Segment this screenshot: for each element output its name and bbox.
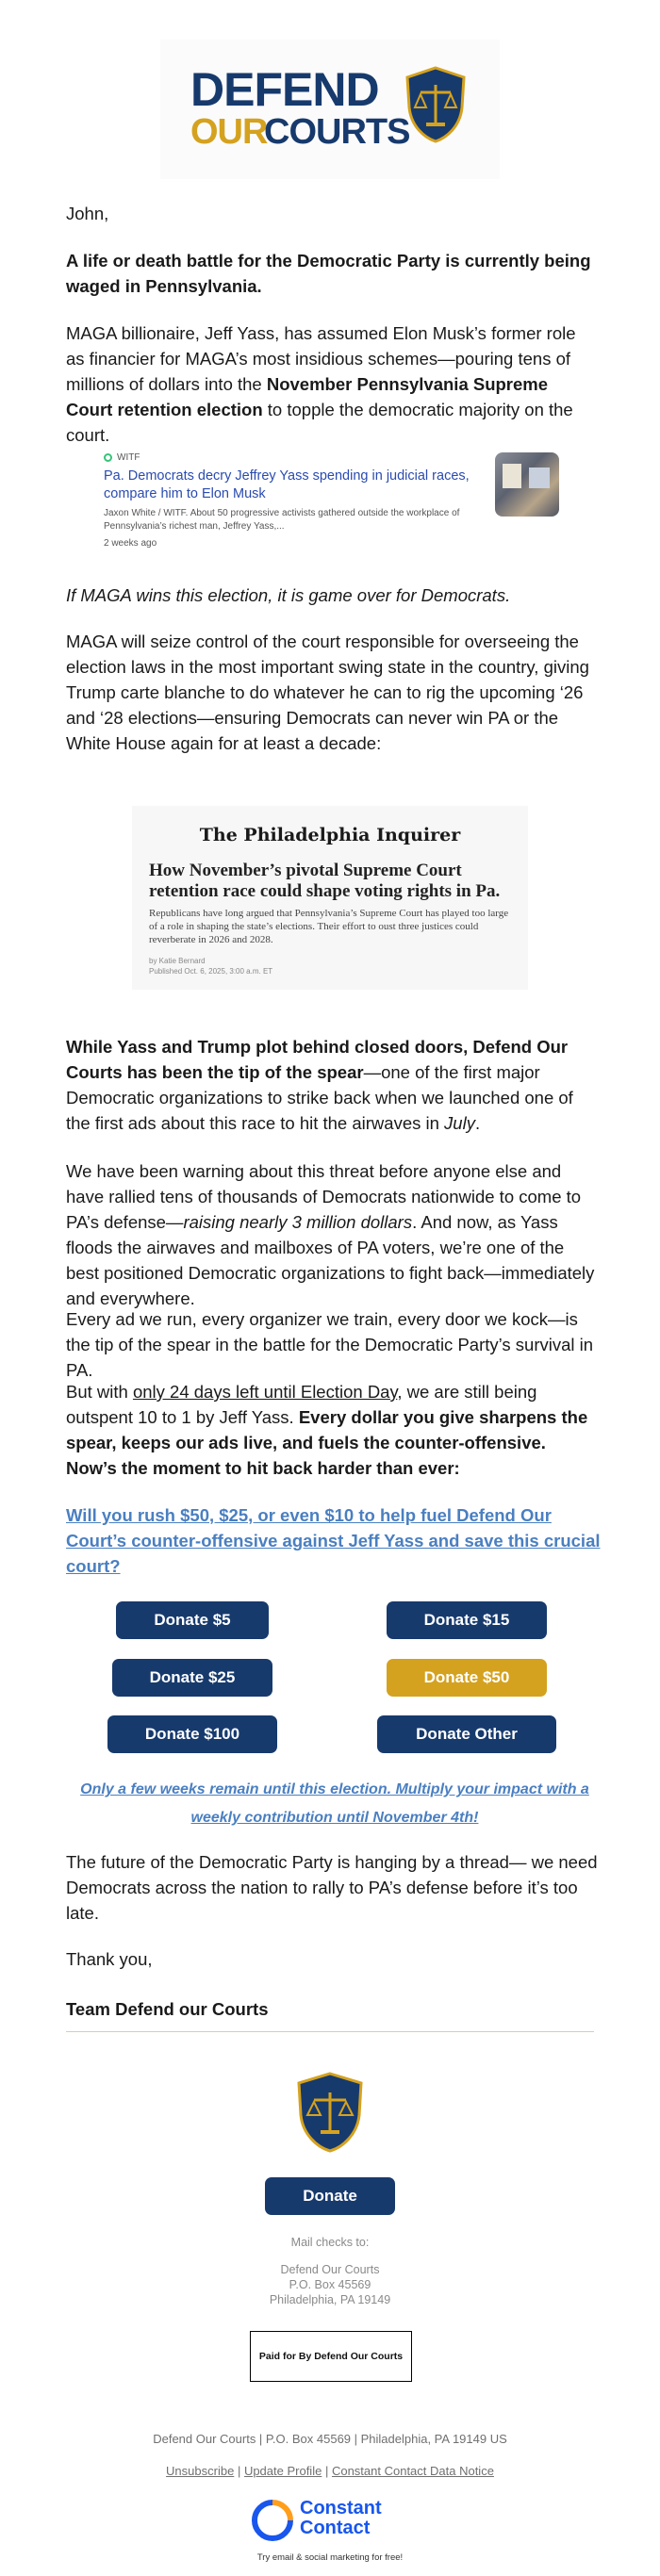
- weekly-contribution-link[interactable]: Only a few weeks remain until this election. Multiply your impact with a weekly contribution until November 4th!: [80, 1781, 589, 1826]
- inquirer-masthead: The Philadelphia Inquirer: [199, 825, 461, 845]
- paragraph-6-text: But with: [66, 1382, 133, 1402]
- paragraph-1-text: MAGA billionaire, Jeff Yass, has assumed Elon Musk’s former role as financier for MAGA’s most insidious schemes—pouring tens of millions of dollars into the: [66, 323, 576, 394]
- paragraph-4: [66, 1158, 599, 1311]
- mail-po-box: P.O. Box 45569: [289, 2278, 371, 2291]
- donate-25-button[interactable]: Donate $25: [112, 1659, 272, 1697]
- footer-address: Defend Our Courts | P.O. Box 45569 | Philadelphia, PA 19149 US: [153, 2432, 507, 2446]
- news-snippet: Jaxon White / WITF. About 50 progressive activists gathered outside the workplace of Pennsylvania’s richest man, Jeffrey Yass,...: [104, 508, 460, 532]
- shield-scales-icon: [404, 66, 468, 143]
- inquirer-published: Published Oct. 6, 2025, 3:00 a.m. ET: [149, 967, 273, 976]
- update-profile-link[interactable]: Update Profile: [243, 2464, 322, 2478]
- paragraph-6-underline: only 24 days left until Election Day: [132, 1382, 398, 1402]
- cc-brand-line1: Constant: [300, 2498, 382, 2519]
- logo-line1: DEFEND: [190, 63, 379, 116]
- logo-line2-courts: COURTS: [264, 112, 410, 152]
- inquirer-dek: Republicans have long argued that Pennsylvania’s Supreme Court has played too large of a role in shaping the state’s elections. Their effort to oust three justices could reverberate in 2026 and 2028.: [149, 908, 509, 945]
- donate-15-button[interactable]: Donate $15: [387, 1601, 547, 1639]
- donate-5-button[interactable]: Donate $5: [116, 1601, 269, 1639]
- paragraph-6-bold: Every dollar you give sharpens the spear, keeps our ads live, and fuels the counter-offensive. Now’s the moment to hit back harder than ever:: [66, 1407, 588, 1478]
- thumbnail-sign: [503, 464, 521, 488]
- constant-contact-badge[interactable]: [251, 2497, 411, 2551]
- paragraph-1: [66, 320, 599, 448]
- logo-line2-our: OUR: [190, 112, 268, 152]
- news-title[interactable]: Pa. Democrats decry Jeffrey Yass spending in judicial races, compare him to Elon Musk: [104, 468, 470, 501]
- cc-brand-line2: Contact: [300, 2518, 371, 2538]
- news-thumbnail: [495, 452, 559, 517]
- donate-50-button[interactable]: Donate $50: [387, 1659, 547, 1697]
- paragraph-3-text: —one of the first major Democratic organizations to strike back when we launched one of the first ads about this race to hit the airwaves in: [66, 1062, 573, 1133]
- paragraph-6-mid: , we are still being outspent 10 to 1 by Jeff Yass.: [66, 1382, 537, 1427]
- paragraph-2: MAGA will seize control of the court responsible for overseeing the election laws in the most important swing state in the country, giving Trump carte blanche to do whatever he can to rig the upcoming ‘26 and ‘28 elections—ensuring Democrats can never win PA or the White House again for at least a decade:: [66, 632, 589, 753]
- greeting: John,: [66, 204, 109, 223]
- cta-link[interactable]: Will you rush $50, $25, or even $10 to help fuel Defend Our Court’s counter-offensive against Jeff Yass and save this crucial court?: [66, 1505, 601, 1576]
- mail-city: Philadelphia, PA 19149: [269, 2293, 391, 2306]
- inquirer-headline: How November’s pivotal Supreme Court retention race could shape voting rights in Pa.: [149, 861, 501, 901]
- separator: |: [237, 2464, 244, 2478]
- paragraph-3-end: .: [474, 1113, 481, 1133]
- data-notice-link[interactable]: Constant Contact Data Notice: [331, 2464, 494, 2478]
- paragraph-4-text: We have been warning about this threat before anyone else and have rallied tens of thousands of Democrats nationwide to come to PA’s defense—: [66, 1161, 582, 1232]
- paragraph-5: Every ad we run, every organizer we train, every door we kock—is the tip of the spear in the battle for the Democratic Party’s survival in PA.: [66, 1309, 594, 1380]
- headline: A life or death battle for the Democratic Party is currently being waged in Pennsylvania.: [66, 251, 591, 296]
- thumbnail-sign-2: [529, 468, 550, 488]
- news-age: 2 weeks ago: [104, 538, 157, 549]
- italic-line: If MAGA wins this election, it is game over for Democrats.: [66, 585, 511, 605]
- footer-donate-button[interactable]: Donate: [265, 2177, 395, 2215]
- constant-contact-logo-icon: [251, 2499, 294, 2542]
- footer-links: [0, 2464, 660, 2478]
- news-card[interactable]: [94, 443, 566, 566]
- inquirer-byline: by Katie Bernard: [149, 957, 206, 965]
- paragraph-3-bold: While Yass and Trump plot behind closed doors, Defend Our Courts has been the tip of the spear: [66, 1037, 569, 1082]
- thanks: Thank you,: [66, 1949, 153, 1969]
- paragraph-1-bold: November Pennsylvania Supreme Court retention election: [66, 374, 549, 419]
- footer-shield-icon: [295, 2072, 365, 2153]
- paragraph-1-end: to topple the democratic majority on the court.: [66, 400, 573, 445]
- donate-100-button[interactable]: Donate $100: [107, 1715, 277, 1753]
- paragraph-4-end: . And now, as Yass floods the airwaves and mailboxes of PA voters, we’re one of the best positioned Democratic organizations to fight back—immediately and everywhere.: [66, 1212, 595, 1308]
- paragraph-3: [66, 1034, 599, 1136]
- news-source: [104, 452, 140, 463]
- paragraph-6: [66, 1379, 599, 1481]
- news-source-label: WITF: [117, 452, 140, 463]
- signature: Team Defend our Courts: [66, 1999, 269, 2019]
- source-icon: [104, 453, 112, 462]
- separator: |: [324, 2464, 332, 2478]
- donate-other-button[interactable]: Donate Other: [377, 1715, 556, 1753]
- paragraph-7: The future of the Democratic Party is hanging by a thread— we need Democrats across the nation to rally to PA’s defense before it’s too late.: [66, 1852, 598, 1923]
- unsubscribe-link[interactable]: Unsubscribe: [166, 2464, 235, 2478]
- mail-org: Defend Our Courts: [280, 2263, 380, 2276]
- mail-checks-label: Mail checks to:: [290, 2236, 370, 2249]
- cc-tagline[interactable]: Try email & social marketing for free!: [256, 2552, 404, 2563]
- paragraph-3-italic: July: [444, 1113, 475, 1133]
- logo: [160, 40, 500, 179]
- footer-divider: [66, 2031, 594, 2032]
- paid-for-box: Paid for By Defend Our Courts: [250, 2331, 412, 2382]
- inquirer-card[interactable]: [132, 806, 528, 990]
- paragraph-4-italic: raising nearly 3 million dollars: [183, 1212, 413, 1232]
